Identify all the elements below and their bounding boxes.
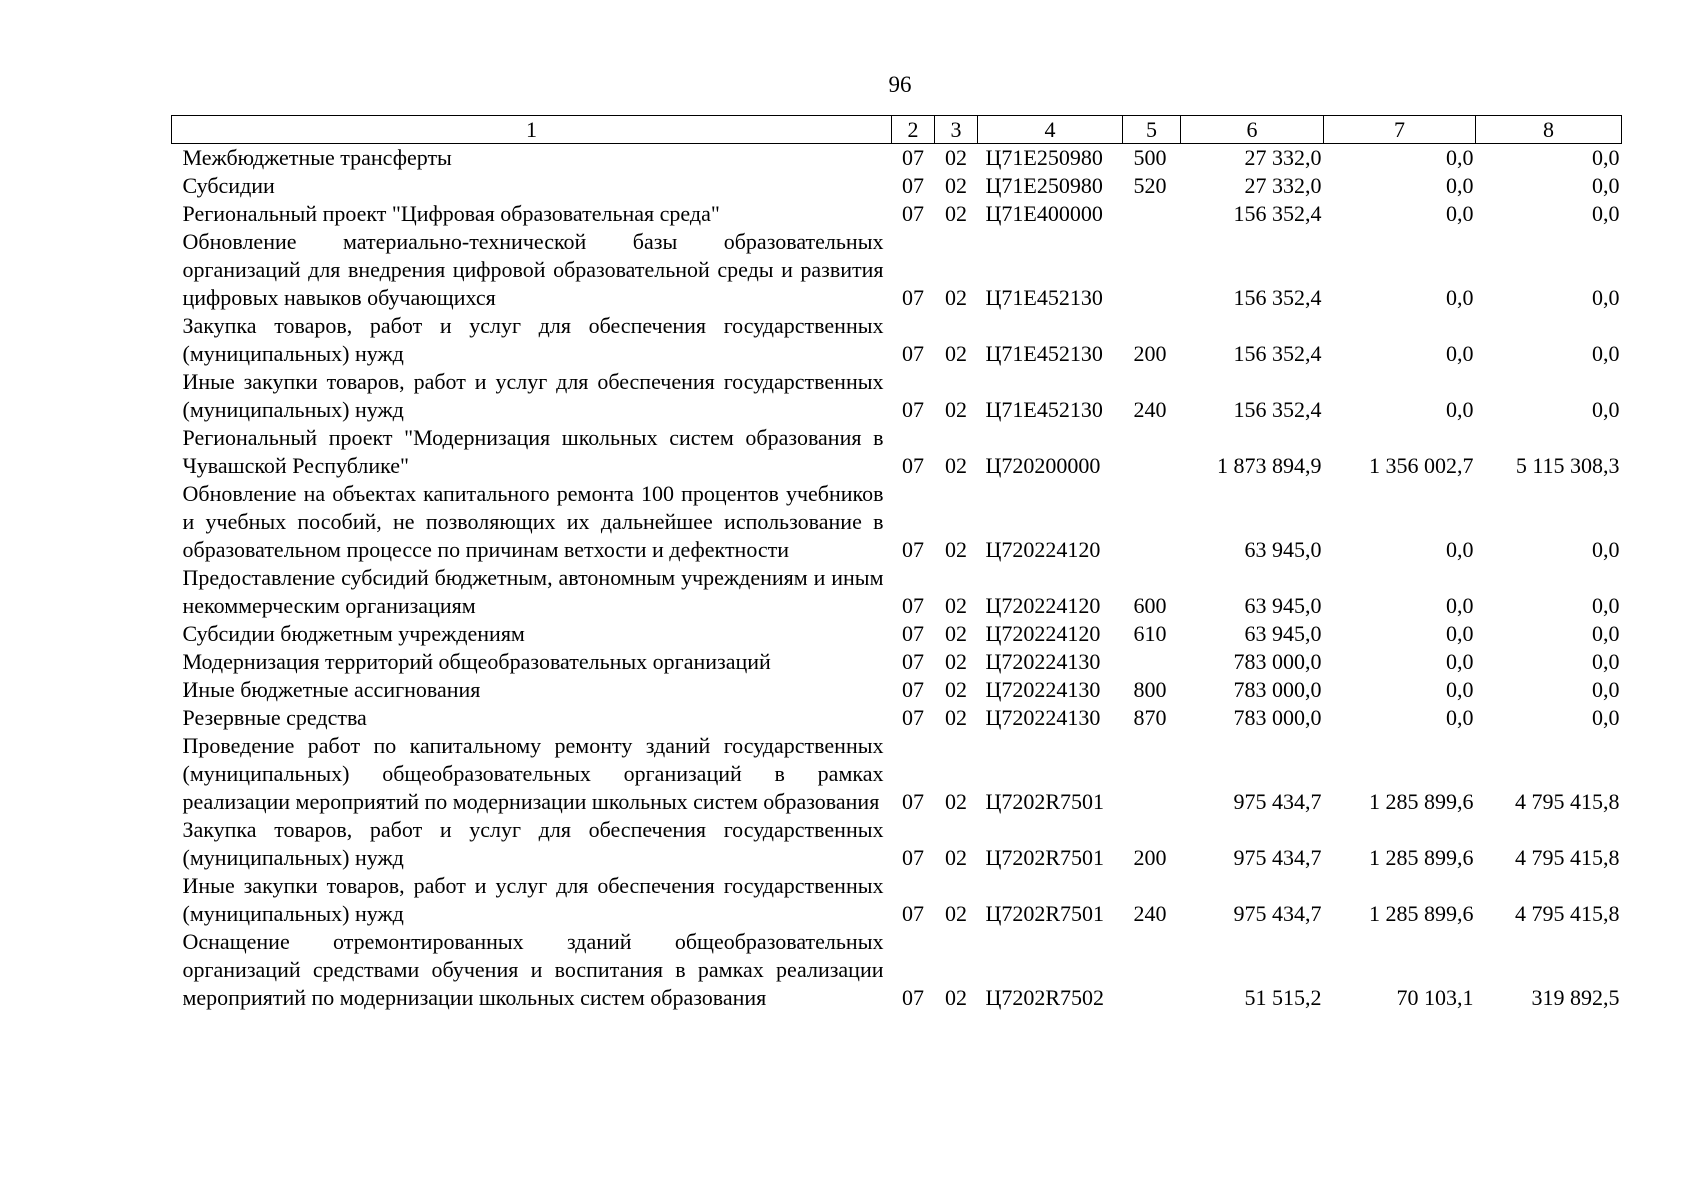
expense-type-cell: 870 [1133,705,1167,730]
amount-col7-cell: 0,0 [1446,677,1474,702]
amount-col8-cell: 0,0 [1592,705,1620,730]
expense-type-cell: 800 [1133,677,1167,702]
section-code-cell: 07 [902,705,924,730]
table-row [172,648,1622,676]
amount-col8-cell: 0,0 [1592,537,1620,562]
table-row [172,620,1622,648]
column-header-5: 5 [1123,116,1181,144]
expense-type-cell [1123,480,1181,564]
section-code-cell: 07 [902,397,924,422]
row-name-cell: Субсидии бюджетным учреждениям [182,621,525,646]
row-name-cell: Иные закупки товаров, работ и услуг для обеспечения государственных (муниципальных) нужд [182,873,884,926]
amount-col8-cell: 0,0 [1592,593,1620,618]
amount-col8-cell: 319 892,5 [1531,985,1620,1010]
column-header-3: 3 [935,116,978,144]
section-code-cell: 07 [902,285,924,310]
amount-col8-cell: 0,0 [1592,285,1620,310]
column-header-4: 4 [978,116,1123,144]
target-article-cell: Ц720224120 [985,593,1101,618]
row-name-cell: Закупка товаров, работ и услуг для обеспечения государственных (муниципальных) нужд [182,817,884,870]
section-code-cell: 07 [902,341,924,366]
expense-type-cell: 600 [1133,593,1167,618]
amount-col8-cell: 0,0 [1592,397,1620,422]
amount-col8-cell: 5 115 308,3 [1515,453,1620,478]
row-name-cell: Региональный проект "Модернизация школьных систем образования в Чувашской Республике" [182,425,884,478]
table-row [172,228,1622,312]
table-row [172,816,1622,872]
amount-col6-cell: 975 434,7 [1233,845,1322,870]
amount-col8-cell: 4 795 415,8 [1515,789,1620,814]
row-name-cell: Иные закупки товаров, работ и услуг для обеспечения государственных (муниципальных) нужд [182,369,884,422]
row-name-cell: Межбюджетные трансферты [182,145,452,170]
target-article-cell: Ц720224120 [985,621,1101,646]
table-row [172,564,1622,620]
expense-type-cell: 610 [1133,621,1167,646]
amount-col7-cell: 0,0 [1446,173,1474,198]
expense-type-cell: 200 [1133,341,1167,366]
row-name-cell: Региональный проект "Цифровая образовательная среда" [182,201,720,226]
amount-col8-cell: 0,0 [1592,649,1620,674]
amount-col6-cell: 1 873 894,9 [1217,453,1322,478]
subsection-code-cell: 02 [945,173,967,198]
table-row [172,368,1622,424]
table-row [172,424,1622,480]
target-article-cell: Ц71Е400000 [985,201,1103,226]
amount-col7-cell: 0,0 [1446,201,1474,226]
section-code-cell: 07 [902,145,924,170]
expense-type-cell [1123,928,1181,1012]
amount-col8-cell: 4 795 415,8 [1515,845,1620,870]
expense-type-cell [1123,228,1181,312]
amount-col6-cell: 63 945,0 [1244,593,1322,618]
amount-col7-cell: 1 285 899,6 [1369,789,1474,814]
amount-col8-cell: 0,0 [1592,201,1620,226]
subsection-code-cell: 02 [945,145,967,170]
section-code-cell: 07 [902,985,924,1010]
amount-col7-cell: 0,0 [1446,341,1474,366]
section-code-cell: 07 [902,173,924,198]
amount-col7-cell: 1 356 002,7 [1369,453,1474,478]
budget-table [171,115,1622,1012]
amount-col7-cell: 0,0 [1446,649,1474,674]
row-name-cell: Субсидии [182,173,275,198]
amount-col6-cell: 156 352,4 [1233,285,1322,310]
subsection-code-cell: 02 [945,453,967,478]
amount-col6-cell: 783 000,0 [1233,677,1322,702]
expense-type-cell: 520 [1133,173,1167,198]
amount-col6-cell: 63 945,0 [1244,537,1322,562]
column-header-6: 6 [1181,116,1324,144]
amount-col8-cell: 0,0 [1592,621,1620,646]
section-code-cell: 07 [902,201,924,226]
table-header-row [172,116,1622,144]
section-code-cell: 07 [902,845,924,870]
table-row [172,200,1622,228]
section-code-cell: 07 [902,537,924,562]
amount-col7-cell: 1 285 899,6 [1369,845,1474,870]
row-name-cell: Резервные средства [182,705,367,730]
amount-col8-cell: 0,0 [1592,341,1620,366]
amount-col6-cell: 156 352,4 [1233,397,1322,422]
expense-type-cell: 240 [1133,397,1167,422]
target-article-cell: Ц71Е250980 [985,173,1103,198]
amount-col7-cell: 0,0 [1446,537,1474,562]
page-number: 96 [888,72,912,97]
amount-col6-cell: 156 352,4 [1233,341,1322,366]
amount-col7-cell: 0,0 [1446,621,1474,646]
subsection-code-cell: 02 [945,677,967,702]
target-article-cell: Ц7202R7501 [985,845,1105,870]
row-name-cell: Проведение работ по капитальному ремонту зданий государственных (муниципальных) общеобразовательных организаций в рамках реализации мероприятий по модернизации школьных систем образования [182,733,884,814]
amount-col7-cell: 70 103,1 [1396,985,1474,1010]
amount-col7-cell: 0,0 [1446,397,1474,422]
column-header-1: 1 [172,116,892,144]
section-code-cell: 07 [902,593,924,618]
column-header-7: 7 [1324,116,1476,144]
amount-col6-cell: 783 000,0 [1233,705,1322,730]
target-article-cell: Ц720200000 [985,453,1101,478]
column-header-2: 2 [892,116,935,144]
table-row [172,480,1622,564]
amount-col7-cell: 0,0 [1446,285,1474,310]
amount-col6-cell: 975 434,7 [1233,789,1322,814]
subsection-code-cell: 02 [945,537,967,562]
row-name-cell: Модернизация территорий общеобразовательных организаций [182,649,771,674]
expense-type-cell [1123,424,1181,480]
amount-col6-cell: 51 515,2 [1244,985,1322,1010]
expense-type-cell [1123,732,1181,816]
table-row [172,312,1622,368]
expense-type-cell: 500 [1133,145,1167,170]
amount-col8-cell: 0,0 [1592,173,1620,198]
section-code-cell: 07 [902,901,924,926]
amount-col7-cell: 0,0 [1446,705,1474,730]
amount-col6-cell: 156 352,4 [1233,201,1322,226]
row-name-cell: Обновление на объектах капитального ремонта 100 процентов учебников и учебных пособий, не позволяющих их дальнейшее использование в образовательном процессе по причинам ветхости и дефектности [182,481,884,562]
subsection-code-cell: 02 [945,789,967,814]
table-body [172,144,1622,1013]
target-article-cell: Ц71Е452130 [985,341,1103,366]
expense-type-cell: 200 [1133,845,1167,870]
target-article-cell: Ц71Е452130 [985,397,1103,422]
target-article-cell: Ц720224120 [985,537,1101,562]
subsection-code-cell: 02 [945,341,967,366]
subsection-code-cell: 02 [945,621,967,646]
table-row [172,928,1622,1012]
row-name-cell: Предоставление субсидий бюджетным, автономным учреждениям и иным некоммерческим организациям [182,565,884,618]
expense-type-cell [1123,648,1181,676]
subsection-code-cell: 02 [945,397,967,422]
section-code-cell: 07 [902,649,924,674]
target-article-cell: Ц71Е250980 [985,145,1103,170]
table-row [172,172,1622,200]
row-name-cell: Оснащение отремонтированных зданий общеобразовательных организаций средствами обучения и воспитания в рамках реализации мероприятий по модернизации школьных систем образования [182,929,884,1010]
table-row [172,732,1622,816]
amount-col7-cell: 1 285 899,6 [1369,901,1474,926]
target-article-cell: Ц720224130 [985,677,1101,702]
section-code-cell: 07 [902,677,924,702]
target-article-cell: Ц71Е452130 [985,285,1103,310]
amount-col8-cell: 0,0 [1592,677,1620,702]
amount-col8-cell: 4 795 415,8 [1515,901,1620,926]
amount-col6-cell: 27 332,0 [1244,145,1322,170]
column-header-8: 8 [1476,116,1622,144]
table-row [172,676,1622,704]
target-article-cell: Ц7202R7501 [985,789,1105,814]
subsection-code-cell: 02 [945,845,967,870]
subsection-code-cell: 02 [945,201,967,226]
section-code-cell: 07 [902,621,924,646]
amount-col6-cell: 27 332,0 [1244,173,1322,198]
target-article-cell: Ц7202R7501 [985,901,1105,926]
row-name-cell: Обновление материально-технической базы образовательных организаций для внедрения цифровой образовательной среды и развития цифровых навыков обучающихся [182,229,884,310]
subsection-code-cell: 02 [945,705,967,730]
subsection-code-cell: 02 [945,649,967,674]
subsection-code-cell: 02 [945,901,967,926]
section-code-cell: 07 [902,453,924,478]
table-row [172,704,1622,732]
section-code-cell: 07 [902,789,924,814]
amount-col6-cell: 783 000,0 [1233,649,1322,674]
target-article-cell: Ц720224130 [985,705,1101,730]
table-row [172,872,1622,928]
subsection-code-cell: 02 [945,285,967,310]
subsection-code-cell: 02 [945,593,967,618]
expense-type-cell: 240 [1133,901,1167,926]
amount-col7-cell: 0,0 [1446,145,1474,170]
amount-col6-cell: 975 434,7 [1233,901,1322,926]
target-article-cell: Ц7202R7502 [985,985,1105,1010]
expense-type-cell [1123,200,1181,228]
row-name-cell: Иные бюджетные ассигнования [182,677,481,702]
subsection-code-cell: 02 [945,985,967,1010]
target-article-cell: Ц720224130 [985,649,1101,674]
amount-col7-cell: 0,0 [1446,593,1474,618]
table-row [172,144,1622,173]
amount-col8-cell: 0,0 [1592,145,1620,170]
row-name-cell: Закупка товаров, работ и услуг для обеспечения государственных (муниципальных) нужд [182,313,884,366]
amount-col6-cell: 63 945,0 [1244,621,1322,646]
